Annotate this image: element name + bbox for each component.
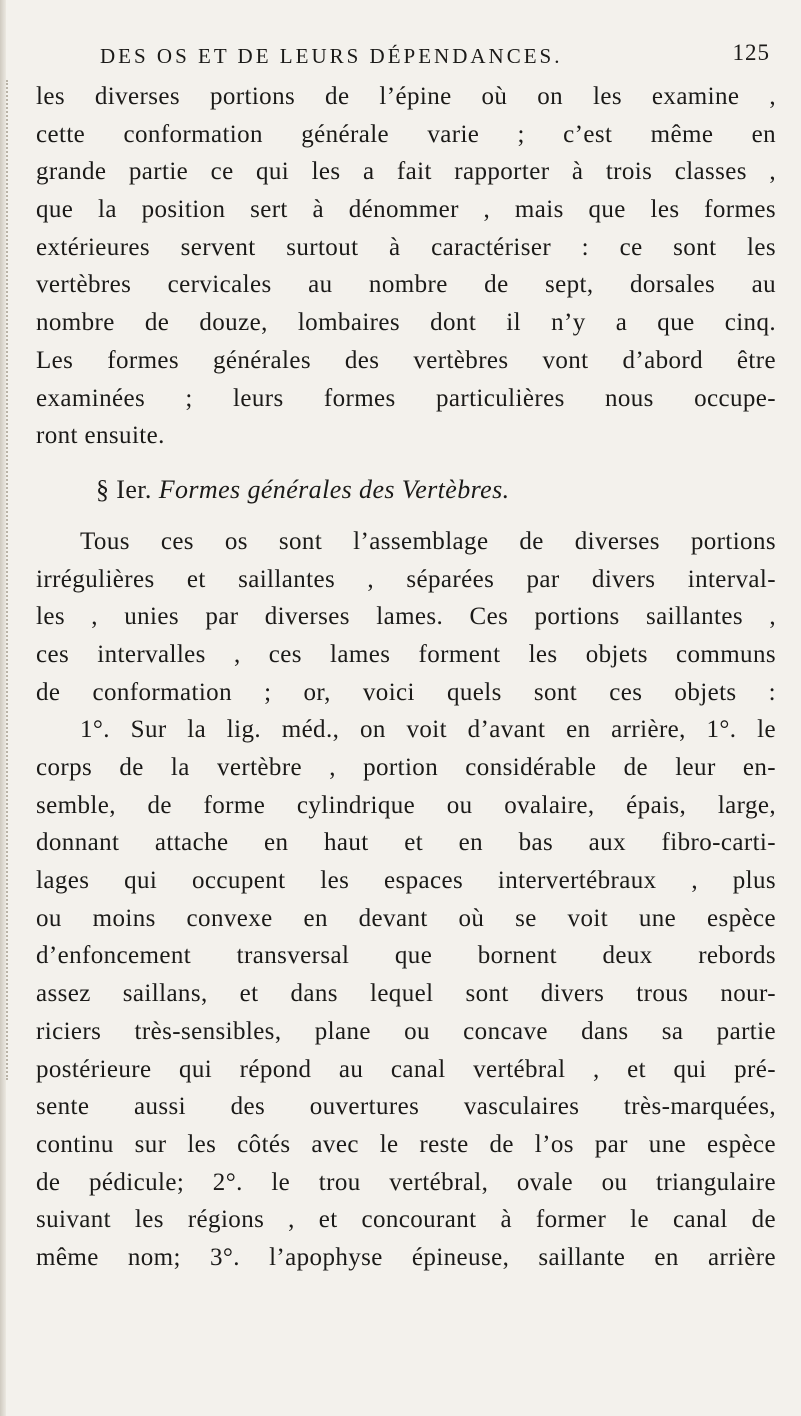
text-line: suivant les régions , et concourant à former le canal de [36,1206,776,1234]
text-line: vertèbres cervicales au nombre de sept, dorsales au [36,271,776,299]
text-line: corps de la vertèbre , portion considérable de leur en- [36,754,776,781]
text-line: ou moins convexe en devant où se voit une espèce [36,904,776,932]
body-text [36,78,776,1277]
text-line: de pédicule; 2°. le trou vertébral, ovale ou triangulaire [36,1168,776,1196]
text-line: examinées ; leurs formes particulières nous occupe- [36,384,776,412]
text-line: que la position sert à dénommer , mais que les formes [36,196,776,224]
text-line: riciers très-sensibles, plane ou concave dans sa partie [36,1017,776,1045]
text-line: assez saillans, et dans lequel sont divers trous nour- [36,980,776,1008]
text-line: irrégulières et saillantes , séparées par divers interval- [36,565,776,593]
running-head-title: DES OS ET DE LEURS DÉPENDANCES. [100,44,563,68]
text-line: même nom; 3°. l’apophyse épineuse, saillante en arrière [36,1243,776,1271]
section-heading [36,455,776,511]
text-line: ront ensuite. [36,422,165,450]
text-line: semble, de forme cylindrique ou ovalaire, épais, large, [36,791,776,819]
section-mark: § Ier. [96,474,152,504]
text-line: lages qui occupent les espaces intervertébraux , plus [36,867,776,895]
running-head [100,40,770,74]
text-line: d’enfoncement transversal que bornent deux rebords [36,942,776,970]
text-line: Les formes générales des vertèbres vont d’abord être [36,346,776,374]
page-number: 125 [732,40,770,65]
text-line: Tous ces os sont l’assemblage de diverses portions [80,527,776,555]
heading-spacer [36,511,776,523]
text-line: continu sur les côtés avec le reste de l’os par une espèce [36,1130,776,1158]
text-line: nombre de douze, lombaires dont il n’y a que cinq. [36,309,776,337]
text-line: 1°. Sur la lig. méd., on voit d’avant en arrière, 1°. le [80,716,776,744]
text-line: les diverses portions de l’épine où on les examine , [36,83,776,110]
text-line: cette conformation générale varie ; c’est même en [36,120,776,148]
gutter-shadow [6,80,16,1080]
text-line: donnant attache en haut et en bas aux fibro-carti- [36,829,776,857]
text-line: les , unies par diverses lames. Ces portions saillantes , [36,603,776,631]
section-title: Formes générales des Vertèbres. [158,474,510,504]
text-line: grande partie ce qui les a fait rapporter à trois classes , [36,158,776,186]
text-line: ces intervalles , ces lames forment les objets communs [36,640,776,668]
text-line: sente aussi des ouvertures vasculaires très-marquées, [36,1093,776,1121]
text-line: postérieure qui répond au canal vertébral , et qui pré- [36,1055,776,1083]
text-line: de conformation ; or, voici quels sont ces objets : [36,678,776,706]
text-line: extérieures servent surtout à caractériser : ce sont les [36,233,776,261]
